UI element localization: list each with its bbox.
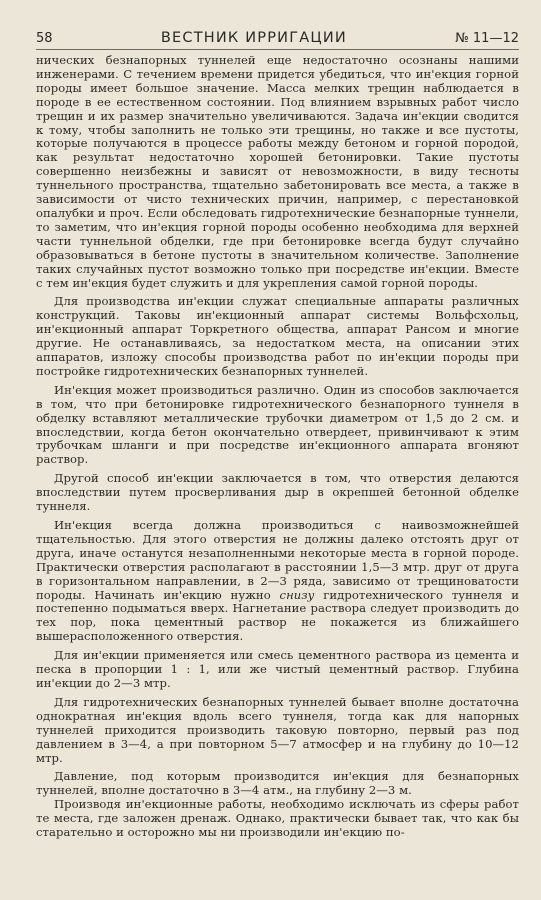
paragraph-2: Для производства ин'екции служат специальные аппараты различных конструкций. Таковы ин'екционный аппарат системы Вольфсхольц, ин'екционный аппарат Торкретного общества, аппарат Рансом и многие другие. Не останавливаясь, за недостатком места, на описании этих аппаратов, изложу способы производства работ по ин'екции породы при постройке гидротехнических безнапорных туннелей. [36,294,519,378]
running-header [36,30,519,50]
journal-title: ВЕСТНИК ИРРИГАЦИИ [160,30,347,46]
paragraph-4: Другой способ ин'екции заключается в том, что отверстия делаются впоследствии путем просверливания дыр в окрепшей бетонной обделке туннеля. [36,471,519,514]
paragraph-6: Для ин'екции применяется или смесь цементного раствора из цемента и песка в пропорции 1 : 1, или же чистый цементный раствор. Глубина ин'екции до 2—3 мтр. [36,648,519,690]
paragraph-5 [36,519,519,644]
emphasis-word: снизу [279,587,315,602]
issue-number: № 11—12 [455,31,519,46]
article-body [36,54,519,840]
paragraph-8: Давление, под которым производится ин'екция для безнапорных туннелей, вполне достаточно в 3—4 атм., на глубину 2—3 м. [36,769,519,798]
page-number: 58 [36,31,53,46]
paragraph-5-part-1: Ин'екция всегда должна производиться с наивозможнейшей тщательностью. Для этого отверстия не должны далеко отстоять друг от друга, иначе останутся незаполненными некоторые места в горной породе. Практически отверстия располагают в расстоянии 1,5—3 мтр. друг от друга в горизонтальном направлении, в 2—3 ряда, зависимо от трещиноватости породы. Начинать ин'екцию нужно [36,518,519,602]
paragraph-1: нических безнапорных туннелей еще недостаточно осознаны нашими инженерами. С течением времени придется убедиться, что ин'екция горной породы имеет большое значение. Масса мелких трещин наблюдается в породе в ее естественном состоянии. Под влиянием взрывных работ число трещин и их размер значительно увеличиваются. Задача ин'екции сводится к тому, чтобы заполнить не только эти трещины, но также и все пустоты, которые получаются в процессе работы между бетоном и горной породой, как результат недостаточно хорошей бетонировки. Такие пустоты совершенно неизбежны и зависят от невозможности, в виду тесноты туннельного пространства, тщательно забетонировать все места, а также в зависимости от чисто технических причин, например, с перестановкой опалубки и проч. Если обследовать гидротехнические безнапорные туннели, то заметим, что ин'екция горной породы особенно необходима для верхней части туннельной обделки, где при бетонировке всегда будут случайно образовываться в бетоне пустоты в значительном количестве. Заполнение таких случайных пустот возможно только при посредстве ин'екции. Вместе с тем ин'екция будет служить и для укрепления самой горной породы. [36,53,519,290]
paragraph-7: Для гидротехнических безнапорных туннелей бывает вполне достаточна однократная ин'екция вдоль всего туннеля, тогда как для напорных туннелей приходится производить таковую повторно, первый раз под давлением в 3—4, а при повторном 5—7 атмосфер и на глубину до 10—12 мтр. [36,694,519,765]
paragraph-9: Производя ин'екционные работы, необходимо исключать из сферы работ те места, где заложен дренаж. Однако, практически бывает так, что как бы старательно и осторожно мы ни производили ин'екцию по- [36,797,519,840]
paragraph-3: Ин'екция может производиться различно. Один из способов заключается в том, что при бетонировке гидротехнического безнапорного туннеля в обделку вставляют металлические трубочки диаметром от 1,5 до 2 см. и впоследствии, когда бетон окончательно отвердеет, привинчивают к этим трубочкам шланги и при посредстве ин'екционного аппарата вгоняют раствор. [36,382,519,467]
paragraph-5-part-2: гидротехнического туннеля и постепенно подыматься вверх. Нагнетание раствора следует производить до тех пор, пока цементный раствор не покажется из ближайшего вышерасположенного отверстия. [36,587,520,644]
